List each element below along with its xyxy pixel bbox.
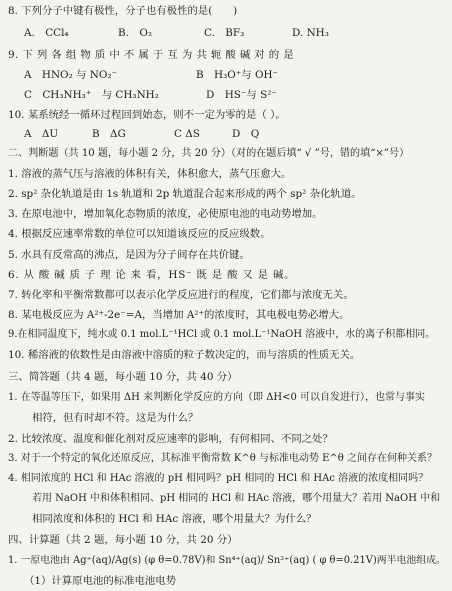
judge-section-header: 二、判断题（共 10 题，每小题 2 分，共 20 分）（对的在题后填“ √ ”号，错的填“×”号）: [8, 148, 410, 159]
q8-stem: 8. 下列分子中键有极性，分子也有极性的是( ): [8, 5, 238, 17]
short-q1-line1: 1. 在等温等压下，如果用 ΔH 来判断化学反应的方向（即 ΔH<0 可以自发进行），也常与事实: [8, 392, 426, 403]
q10-option-b: B ΔG: [92, 128, 126, 140]
q10-option-a: A ΔU: [24, 128, 59, 140]
short-q4-line1: 4. 相同浓度的 HCl 和 HAc 溶液的 pH 相同吗？pH 相同的 HCl 和 HAc 溶液的浓度相同吗？: [8, 473, 429, 484]
calc-q1-sub1: （1）计算原电池的标准电池电势: [24, 575, 177, 587]
short-q3: 3. 对于一个特定的氧化还原反应，其标准平衡常数 K^θ 与标准电动势 E^θ 之间存在何种关系？: [8, 453, 438, 464]
q8-option-c: C. BF₃: [204, 27, 245, 39]
short-q2: 2. 比较浓度、温度和催化剂对反应速率的影响，有何相同、不同之处？: [8, 433, 333, 445]
judge-item: 10. 稀溶液的依数性是由溶液中溶质的粒子数决定的，而与溶质的性质无关。: [8, 349, 361, 361]
judge-item: 3. 在原电池中，增加氧化态物质的浓度，必使原电池的电动势增加。: [8, 208, 323, 220]
q10-option-c: C ΔS: [174, 128, 200, 140]
q9-option-d: D HS⁻与 S²⁻: [206, 89, 277, 101]
judge-item: 5. 水具有反常高的沸点，是因为分子间存在共价键。: [8, 249, 250, 261]
q8-option-d: D. NH₃: [292, 27, 329, 39]
calc-q1: 1. 一原电池由 Ag⁺(aq)/Ag(s) (φ θ=0.78V)和 Sn⁴⁺(aq)/ Sn²⁺(aq) ( φ θ=0.21V)两半电池组成。: [8, 555, 446, 566]
short-q4-line2: 若用 NaOH 中和体积相同、pH 相同的 HCl 和 HAc 溶液，哪个用量大？若用 NaOH 中和: [32, 493, 441, 504]
q10-stem: 10. 某系统经一循环过程回到始态，则不一定为零的是（ ）。: [8, 109, 286, 121]
q8-option-b: B. O₂: [118, 27, 153, 39]
judge-item: 7. 转化率和平衡常数都可以表示化学反应进行的程度，它们都与浓度无关。: [8, 289, 354, 301]
q9-stem: 9. 下 列 各 组 物 质 中 不 属 于 互 为 共 轭 酸 碱 对 的 是: [8, 49, 295, 61]
judge-item: 6. 从 酸 碱 质 子 理 论 来 看，HS⁻ 既 是 酸 又 是 碱。: [8, 269, 296, 281]
calc-section-header: 四、计算题（共 2 题，每小题 10 分，共 20 分）: [8, 534, 238, 546]
q9-option-a: A HNO₂ 与 NO₂⁻: [24, 69, 117, 81]
q8-option-a: A. CCl₄: [24, 27, 69, 39]
short-q1-line2: 相符，但有时却不符。这是为什么？: [32, 412, 199, 424]
short-q4-line3: 相同浓度和体积的 HCl 和 HAc 溶液，哪个用量大？为什么？: [32, 513, 317, 525]
q10-option-d: D Q: [232, 128, 260, 140]
judge-item: 2. sp² 杂化轨道是由 1s 轨道和 2p 轨道混合起来形成的两个 sp² 杂化轨道。: [8, 188, 362, 200]
judge-item: 9.在相同温度下，纯水或 0.1 mol.L⁻¹HCl 或 0.1 mol.L⁻¹NaOH 溶液中，水的离子积都相同。: [8, 329, 436, 340]
q9-option-b: B H₃O⁺与 OH⁻: [196, 69, 279, 81]
q9-option-c: C CH₃NH₃⁺ 与 CH₃NH₂: [24, 89, 159, 101]
short-section-header: 三、简答题（共 4 题，每小题 10 分，共 40 分）: [8, 371, 238, 383]
judge-item: 4. 根据反应速率常数的单位可以知道该反应的反应级数。: [8, 228, 271, 240]
judge-item: 1. 溶液的蒸气压与溶液的体积有关，体积愈大，蒸气压愈大。: [8, 168, 292, 180]
judge-item: 8. 某电极反应为 A²⁺-2e⁻=A，当增加 A²⁺的浓度时，其电极电势必增大。: [8, 309, 350, 321]
